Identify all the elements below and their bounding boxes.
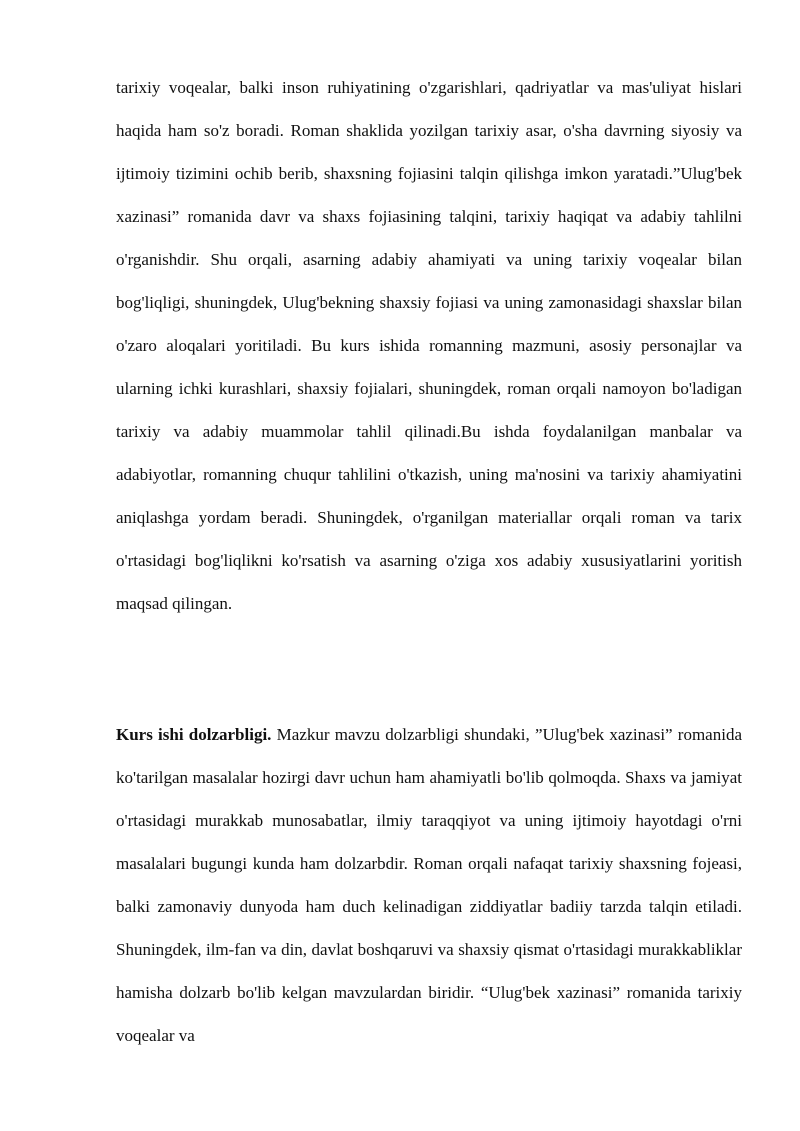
- section-body-text: Mazkur mavzu dolzarbligi shundaki, ”Ulug'bek xazinasi” romanida ko'tarilgan masalalar hozirgi davr uchun ham ahamiyatli bo'lib qolmoqda. Shaxs va jamiyat o'rtasidagi murakkab munosabatlar, ilmiy taraqqiyot va uning ijtimoiy hayotdagi o'rni masalalari bugungi kunda ham dolzarbdir. Roman orqali nafaqat tarixiy shaxsning fojeasi, balki zamonaviy dunyoda ham duch kelinadigan ziddiyatlar badiiy tarzda talqin etiladi. Shuningdek, ilm-fan va din, davlat boshqaruvi va shaxsiy qismat o'rtasidagi murakkabliklar hamisha dolzarb bo'lib kelgan mavzulardan biridir. “Ulug'bek xazinasi” romanida tarixiy voqealar va: [116, 725, 743, 1045]
- body-paragraph-2: [116, 713, 742, 1057]
- section-heading-relevance: Kurs ishi dolzarbligi.: [116, 725, 272, 744]
- body-paragraph-1: tarixiy voqealar, balki inson ruhiyatining o'zgarishlari, qadriyatlar va mas'uliyat hislari haqida ham so'z boradi. Roman shaklida yozilgan tarixiy asar, o'sha davrning siyosiy va ijtimoiy tizimini ochib berib, shaxsning fojiasini talqin qilishga imkon yaratadi.”Ulug'bek xazinasi” romanida davr va shaxs fojiasining talqini, tarixiy haqiqat va adabiy tahlilni o'rganishdir. Shu orqali, asarning adabiy ahamiyati va uning tarixiy voqealar bilan bog'liqligi, shuningdek, Ulug'bekning shaxsiy fojiasi va uning zamonasidagi shaxslar bilan o'zaro aloqalari yoritiladi. Bu kurs ishida romanning mazmuni, asosiy personajlar va ularning ichki kurashlari, shaxsiy fojialari, shuningdek, roman orqali namoyon bo'ladigan tarixiy va adabiy muammolar tahlil qilinadi.Bu ishda foydalanilgan manbalar va adabiyotlar, romanning chuqur tahlilini o'tkazish, uning ma'nosini va tarixiy ahamiyatini aniqlashga yordam beradi. Shuningdek, o'rganilgan materiallar orqali roman va tarix o'rtasidagi bog'liqlikni ko'rsatish va asarning o'ziga xos adabiy xususiyatlarini yoritish maqsad qilingan.: [116, 78, 742, 613]
